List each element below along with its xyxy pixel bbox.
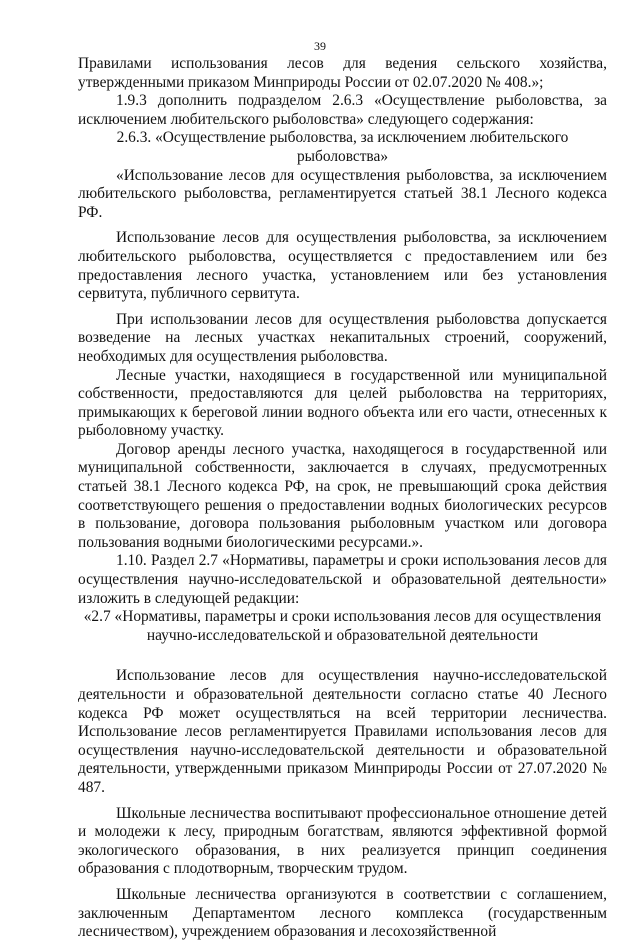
subsection-heading-2-6-3: 2.6.3. «Осуществление рыболовства, за исключением любительского рыболовства»: [116, 129, 569, 165]
paragraph-fishing-structures: При использовании лесов для осуществления рыболовства допускается возведение на лесных участках некапитальных строений, сооружений, необходимых для осуществления рыболовства.: [78, 310, 607, 365]
paragraph-fishing-regulation: «Использование лесов для осуществления рыболовства, за исключением любительского рыболовства, регламентируется статьей 38.1 Лесного кодекса РФ.: [78, 166, 607, 221]
section-heading-2-7: «2.7 «Нормативы, параметры и сроки использования лесов для осуществления научно-исследовательской и образовательной деятельности: [83, 608, 602, 644]
blank-line: [78, 645, 607, 667]
paragraph-research-education: Использование лесов для осуществления научно-исследовательской деятельности и образовательной деятельности согласно статье 40 Лесного кодекса РФ может осуществляться на всей территории лесничества. Использование лесов регламентируется Правилами использования лесов для осуществления научно-исследовательской деятельности и образовательной деятельности, утвержденными приказом Минприроды России от 27.07.2020 № 487.: [78, 667, 607, 796]
paragraph-item-1-9-3: 1.9.3 дополнить подразделом 2.6.3 «Осуществление рыболовства, за исключением любительского рыболовства» следующего содержания:: [78, 92, 607, 128]
paragraph-school-forestries: Школьные лесничества воспитывают профессиональное отношение детей и молодежи к лесу, природным богатствам, являются эффективной формой экологического образования, в них реализуется принцип соединения образования с плодотворным, творческим трудом.: [78, 804, 607, 878]
paragraph-school-organization: Школьные лесничества организуются в соответствии с соглашением, заключенным Департаментом лесного комплекса (государственным лесничеством), учреждением образования и лесохозяйственной: [78, 885, 607, 941]
paragraph-lease-agreement: Договор аренды лесного участка, находящегося в государственной или муниципальной собственности, заключается в случаях, предусмотренных статьей 38.1 Лесного кодекса РФ, на срок, не превышающий срока действия соответствующего решения о предоставлении водных биологических ресурсов в пользование, договора пользования рыболовным участком или договора пользования водными биологическими ресурсами.».: [78, 440, 607, 551]
paragraph-rules-408: Правилами использования лесов для ведения сельского хозяйства, утвержденными приказом Минприроды России от 02.07.2020 № 408.»;: [78, 55, 607, 91]
paragraph-fishing-land-use: Использование лесов для осуществления рыболовства, за исключением любительского рыболовства, осуществляется с предоставлением или без предоставления лесного участка, установлением или без установления сервитута, публичного сервитута.: [78, 229, 607, 303]
paragraph-fishing-plots: Лесные участки, находящиеся в государственной или муниципальной собственности, предоставляются для целей рыболовства на территориях, примыкающих к береговой линии водного объекта или его части, отнесенных к рыболовному участку.: [78, 366, 607, 440]
page-number: 39: [314, 39, 326, 53]
paragraph-item-1-10: 1.10. Раздел 2.7 «Нормативы, параметры и сроки использования лесов для осуществления научно-исследовательской и образовательной деятельности» изложить в следующей редакции:: [78, 552, 607, 607]
document-body: [78, 55, 607, 942]
